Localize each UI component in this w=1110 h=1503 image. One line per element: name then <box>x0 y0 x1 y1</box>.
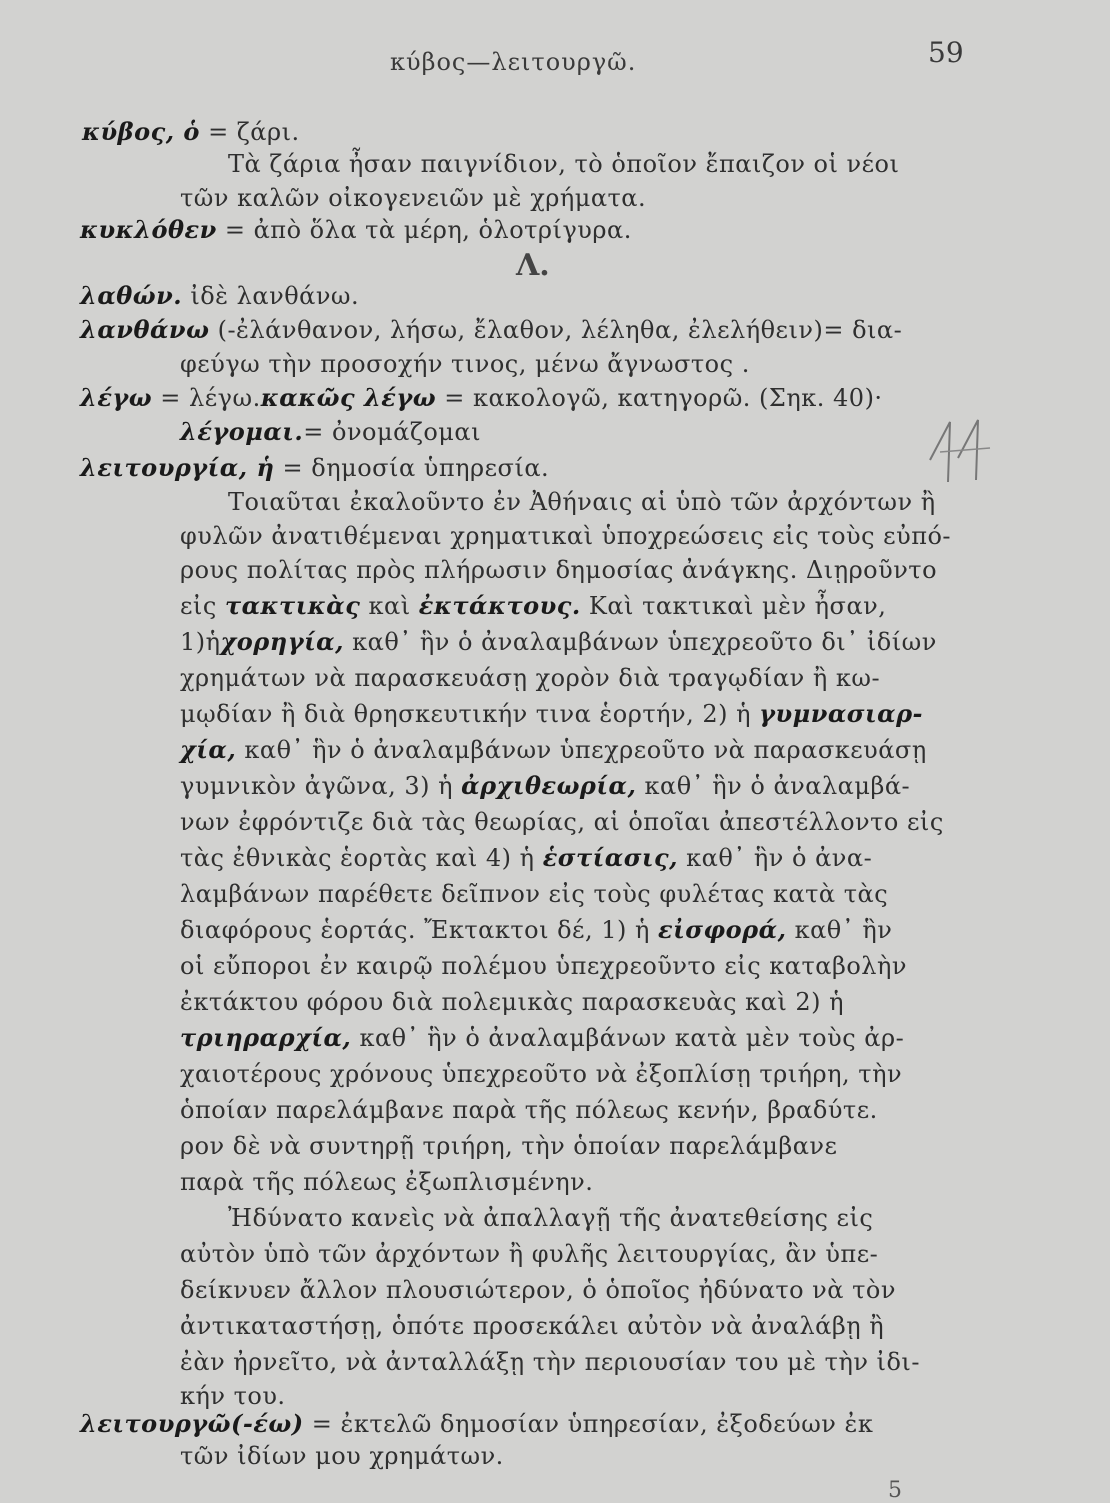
headword: λειτουργῶ(-έω) <box>80 1409 304 1438</box>
entry-lego <box>80 382 883 414</box>
text-line <box>180 1022 904 1054</box>
text-line: ἀντικαταστήσῃ, ὁπότε προσεκάλει αὐτὸν νὰ ἀναλάβῃ ἢ <box>180 1312 885 1340</box>
entry-leitourgo <box>80 1408 873 1440</box>
headword: λανθάνω <box>80 315 210 344</box>
term: γυμνασιαρ- <box>759 699 924 728</box>
text-line <box>180 914 892 946</box>
phrase: κακῶς λέγω <box>260 383 437 412</box>
text-line <box>180 698 923 730</box>
text-line: Τοιαῦται ἐκαλοῦντο ἐν Ἀθήναις αἱ ὑπὸ τῶν ἀρχόντων ἢ <box>228 488 936 516</box>
text-line: αὐτὸν ὑπὸ τῶν ἀρχόντων ἢ φυλῆς λειτουργίας, ἂν ὑπε- <box>180 1240 879 1268</box>
text-line: ρον δὲ νὰ συντηρῇ τριήρη, τὴν ὁποίαν παρελάμβανε <box>180 1132 838 1160</box>
term: τριηραρχία, <box>180 1023 352 1052</box>
text-span: καθ᾽ ἣν ὁ ἀναλαμβάνων κατὰ μὲν τοὺς ἀρ- <box>359 1024 905 1052</box>
term: εἰσφορά, <box>658 915 787 944</box>
text-line: λαμβάνων παρέθετε δεῖπνον εἰς τοὺς φυλέτας κατὰ τὰς <box>180 880 889 908</box>
section-letter: Λ. <box>516 248 550 283</box>
running-header: κύβος—λειτουργῶ. <box>390 48 637 76</box>
headword: λειτουργία, ἡ <box>80 453 275 482</box>
text-span: καθ᾽ ἣν ὁ ἀνα- <box>686 844 873 872</box>
page-number: 59 <box>928 36 964 69</box>
text-span: 1)ἡ <box>180 628 221 656</box>
text-span: καθ᾽ ἣν ὁ ἀναλαμβάνων ὑπεχρεοῦτο δι᾽ ἰδίων <box>352 628 937 656</box>
text-line: ρους πολίτας πρὸς πλήρωσιν δημοσίας ἀνάγκης. Διῃροῦντο <box>180 556 938 584</box>
text-line: παρὰ τῆς πόλεως ἐξωπλισμένην. <box>180 1168 594 1196</box>
text-line: νων ἐφρόντιζε διὰ τὰς θεωρίας, αἱ ὁποῖαι ἀπεστέλλοντο εἰς <box>180 808 944 836</box>
text-span: καὶ <box>368 592 411 620</box>
text-line <box>180 590 886 622</box>
definition: (-ἐλάνθανον, λήσω, ἔλαθον, λέληθα, ἐλελήθειν)= δια- <box>217 316 903 344</box>
term: χορηγία, <box>220 627 344 656</box>
text-line: ἐκτάκτου φόρου διὰ πολεμικὰς παρασκευὰς καὶ 2) ἡ <box>180 988 845 1016</box>
text-line <box>180 734 927 766</box>
text-line <box>180 770 910 802</box>
text-line: Ἠδύνατο κανεὶς νὰ ἀπαλλαγῇ τῆς ἀνατεθείσης εἰς <box>228 1204 874 1232</box>
definition: = ὀνομάζομαι <box>303 418 481 446</box>
text-line: φεύγω τὴν προσοχήν τινος, μένω ἄγνωστος . <box>180 350 750 378</box>
text-span: γυμνικὸν ἀγῶνα, 3) ἡ <box>180 772 454 800</box>
entry-lathon <box>80 280 359 312</box>
text-line: ἐὰν ἠρνεῖτο, νὰ ἀνταλλάξῃ τὴν περιουσίαν του μὲ τὴν ἰδι- <box>180 1348 920 1376</box>
text-span: τὰς ἐθνικὰς ἑορτὰς καὶ 4) ἡ <box>180 844 535 872</box>
entry-leitourgia <box>80 452 549 484</box>
text-line: ὁποίαν παρελάμβανε παρὰ τῆς πόλεως κενήν, βραδύτε. <box>180 1096 878 1124</box>
definition: ἰδὲ λανθάνω. <box>190 282 360 310</box>
text-line: τῶν καλῶν οἰκογενειῶν μὲ χρήματα. <box>180 184 647 212</box>
pencil-annotation-mark <box>920 410 1000 490</box>
headword: κύβος, ὁ <box>82 117 200 146</box>
definition: = λέγω. <box>160 384 261 412</box>
entry-lanthano <box>80 314 902 346</box>
text-line <box>180 626 937 658</box>
text-line: φυλῶν ἀνατιθέμεναι χρηματικαὶ ὑποχρεώσεις εἰς τοὺς εὐπό- <box>180 522 952 550</box>
text-span: καθ᾽ ἣν <box>794 916 893 944</box>
text-line: χρημάτων νὰ παρασκευάσῃ χορὸν διὰ τραγῳδίαν ἢ κω- <box>180 664 881 692</box>
term: τακτικὰς <box>224 591 361 620</box>
text-span: Καὶ τακτικαὶ μὲν ἦσαν, <box>588 592 887 620</box>
headword: κυκλόθεν <box>80 215 217 244</box>
term: ἀρχιθεωρία, <box>461 771 637 800</box>
text-span: εἰς <box>180 592 217 620</box>
definition: = ἀπὸ ὅλα τὰ μέρη, ὁλοτρίγυρα. <box>224 216 632 244</box>
text-line: δείκνυεν ἄλλον πλουσιώτερον, ὁ ὁποῖος ἠδύνατο νὰ τὸν <box>180 1276 896 1304</box>
definition: = κακολογῶ, κατηγορῶ. (Σηκ. 40)· <box>444 384 883 412</box>
text-line <box>180 842 872 874</box>
definition: = ἐκτελῶ δημοσίαν ὑπηρεσίαν, ἐξοδεύων ἐκ <box>311 1410 874 1438</box>
headword: λέγω <box>80 383 153 412</box>
definition: = δημοσία ὑπηρεσία. <box>282 454 550 482</box>
text-line: χαιοτέρους χρόνους ὑπεχρεοῦτο νὰ ἐξοπλίσῃ τριήρη, τὴν <box>180 1060 903 1088</box>
entry-legomai <box>180 416 481 448</box>
text-span: καθ᾽ ἣν ὁ ἀναλαμβά- <box>644 772 911 800</box>
headword: λαθών. <box>80 281 183 310</box>
entry-kybos <box>82 116 300 148</box>
entry-kyklothen <box>80 214 632 246</box>
term: χία, <box>180 735 237 764</box>
footer-mark: 5 <box>888 1478 902 1503</box>
term: ἐκτάκτους. <box>418 591 581 620</box>
text-line: κήν του. <box>180 1382 286 1410</box>
term: ἑστίασις, <box>542 843 678 872</box>
headword: λέγομαι. <box>180 417 304 446</box>
text-span: μῳδίαν ἢ διὰ θρησκευτικήν τινα ἑορτήν, 2) ἡ <box>180 700 751 728</box>
text-line: τῶν ἰδίων μου χρημάτων. <box>180 1442 504 1470</box>
definition: = ζάρι. <box>208 118 300 146</box>
text-line: Τὰ ζάρια ἦσαν παιγνίδιον, τὸ ὁποῖον ἔπαιζον οἱ νέοι <box>228 150 900 178</box>
text-span: διαφόρους ἑορτάς. Ἔκτακτοι δέ, 1) ἡ <box>180 916 650 944</box>
text-line: οἱ εὔποροι ἐν καιρῷ πολέμου ὑπεχρεοῦντο εἰς καταβολὴν <box>180 952 907 980</box>
text-span: καθ᾽ ἣν ὁ ἀναλαμβάνων ὑπεχρεοῦτο νὰ παρασκευάσῃ <box>244 736 927 764</box>
